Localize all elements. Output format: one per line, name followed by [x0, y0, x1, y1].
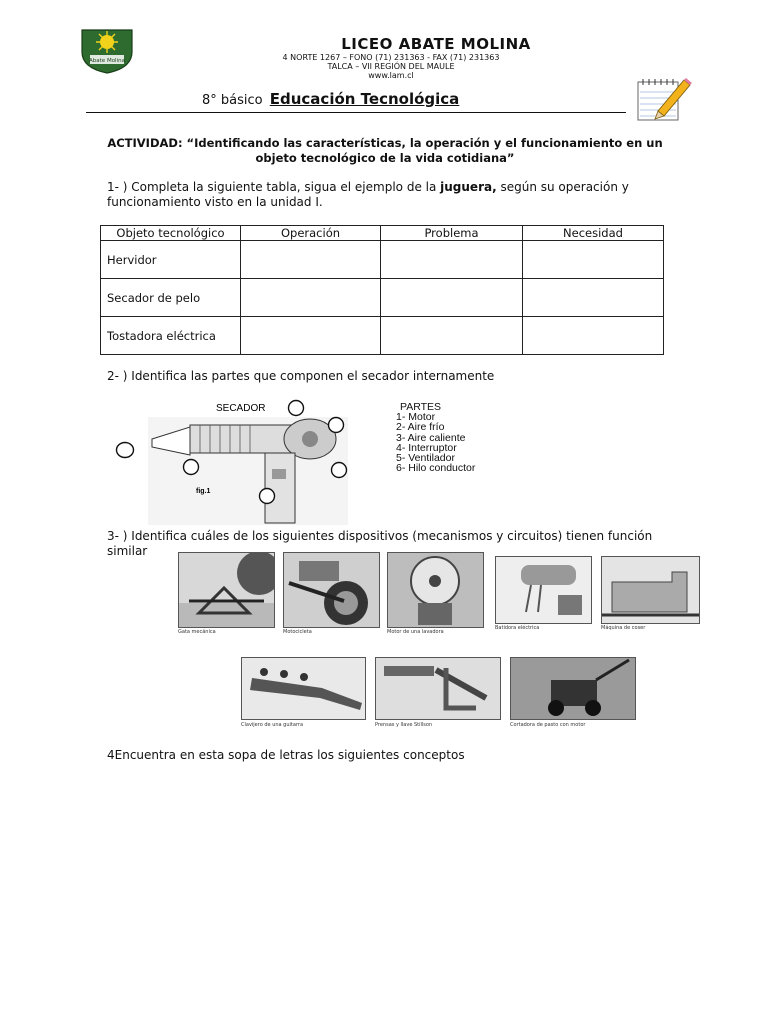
row-label: Secador de pelo [101, 279, 241, 317]
q1-bold: juguera, [440, 180, 497, 194]
table-header-row [101, 226, 664, 241]
answer-cell[interactable] [381, 241, 523, 279]
guitar-pegs-photo [241, 657, 366, 720]
school-name: LICEO ABATE MOLINA [341, 35, 531, 53]
answer-cell[interactable] [381, 279, 523, 317]
website: www.lam.cl [368, 71, 414, 80]
q1-prefix: 1- ) Completa la siguiente tabla, sigua el ejemplo de la [107, 180, 441, 194]
column-header: Necesidad [523, 226, 664, 241]
column-header: Operación [241, 226, 381, 241]
answer-circle [260, 489, 275, 504]
answer-cell[interactable] [241, 317, 381, 355]
answer-cell[interactable] [523, 317, 664, 355]
clamps-wrench-photo [375, 657, 501, 720]
row-label: Hervidor [101, 241, 241, 279]
figure-label: fig.1 [196, 488, 211, 495]
answer-cell[interactable] [381, 317, 523, 355]
car-jack-photo [178, 552, 275, 628]
part-item: 4- Interruptor [396, 441, 457, 454]
part-item: 1- Motor [396, 411, 436, 424]
answer-circle [184, 460, 199, 475]
photo-caption: Máquina de coser [601, 625, 646, 631]
question-2: 2- ) Identifica las partes que componen el secador internamente [107, 369, 495, 383]
table-row [101, 241, 664, 279]
subject-title: Educación Tecnológica [269, 90, 460, 108]
parts-list [396, 402, 475, 473]
photo-caption: Gata mecánica [178, 629, 216, 635]
answer-cell[interactable] [241, 241, 381, 279]
header-divider [86, 112, 626, 113]
washer-motor-photo [387, 552, 484, 628]
address-line-1: 4 NORTE 1267 – FONO (71) 231363 - FAX (71) 231363 [282, 53, 500, 62]
table-row [101, 279, 664, 317]
part-item: 3- Aire caliente [396, 431, 466, 444]
photo-caption: Motor de una lavadora [387, 629, 444, 635]
motorcycle-photo [283, 552, 380, 628]
logo-text: Abate Molina [89, 58, 125, 64]
objects-table [100, 225, 664, 355]
answer-circle [329, 418, 344, 433]
address-line-2: TALCA – VII REGIÓN DEL MAULE [327, 62, 455, 71]
figure-title: SECADOR [216, 403, 266, 414]
answer-circle [332, 463, 347, 478]
column-header: Objeto tecnológico [101, 226, 241, 241]
row-label: Tostadora eléctrica [101, 317, 241, 355]
sewing-machine-photo [601, 556, 700, 624]
q1-suffix: según su operación y funcionamiento visto en la unidad I. [107, 180, 629, 209]
hair-dryer-diagram [140, 397, 370, 527]
answer-circle[interactable] [115, 441, 135, 459]
answer-cell[interactable] [523, 279, 664, 317]
part-item: 6- Hilo conductor [396, 462, 476, 475]
part-item: 5- Ventilador [396, 452, 455, 465]
question-1 [107, 180, 667, 210]
answer-cell[interactable] [523, 241, 664, 279]
question-3: 3- ) Identifica cuáles de los siguientes dispositivos (mecanismos y circuitos) tienen función similar [107, 529, 653, 558]
course-level: 8° básico [202, 93, 263, 108]
photo-caption: Cortadora de pasto con motor [510, 722, 586, 728]
activity-title: ACTIVIDAD: “Identificando las características, la operación y el funcionamiento en un objeto tecnológico de la vida cotidiana” [107, 136, 663, 165]
course-line [202, 90, 459, 108]
answer-circle [289, 401, 304, 416]
question-4: 4Encuentra en esta sopa de letras los siguientes conceptos [107, 748, 465, 762]
photo-caption: Motocicleta [283, 629, 312, 635]
parts-title: PARTES [400, 401, 442, 413]
mixer-photo [495, 556, 592, 624]
lawnmower-photo [510, 657, 636, 720]
part-item: 2- Aire frío [396, 421, 445, 434]
photo-caption: Batidora eléctrica [495, 625, 540, 631]
photo-caption: Prensas y llave Stillson [375, 722, 433, 728]
answer-cell[interactable] [241, 279, 381, 317]
notepad-pencil-icon [634, 76, 692, 124]
table-row [101, 317, 664, 355]
column-header: Problema [381, 226, 523, 241]
photo-caption: Clavijero de una guitarra [241, 722, 304, 728]
school-logo [78, 26, 136, 74]
